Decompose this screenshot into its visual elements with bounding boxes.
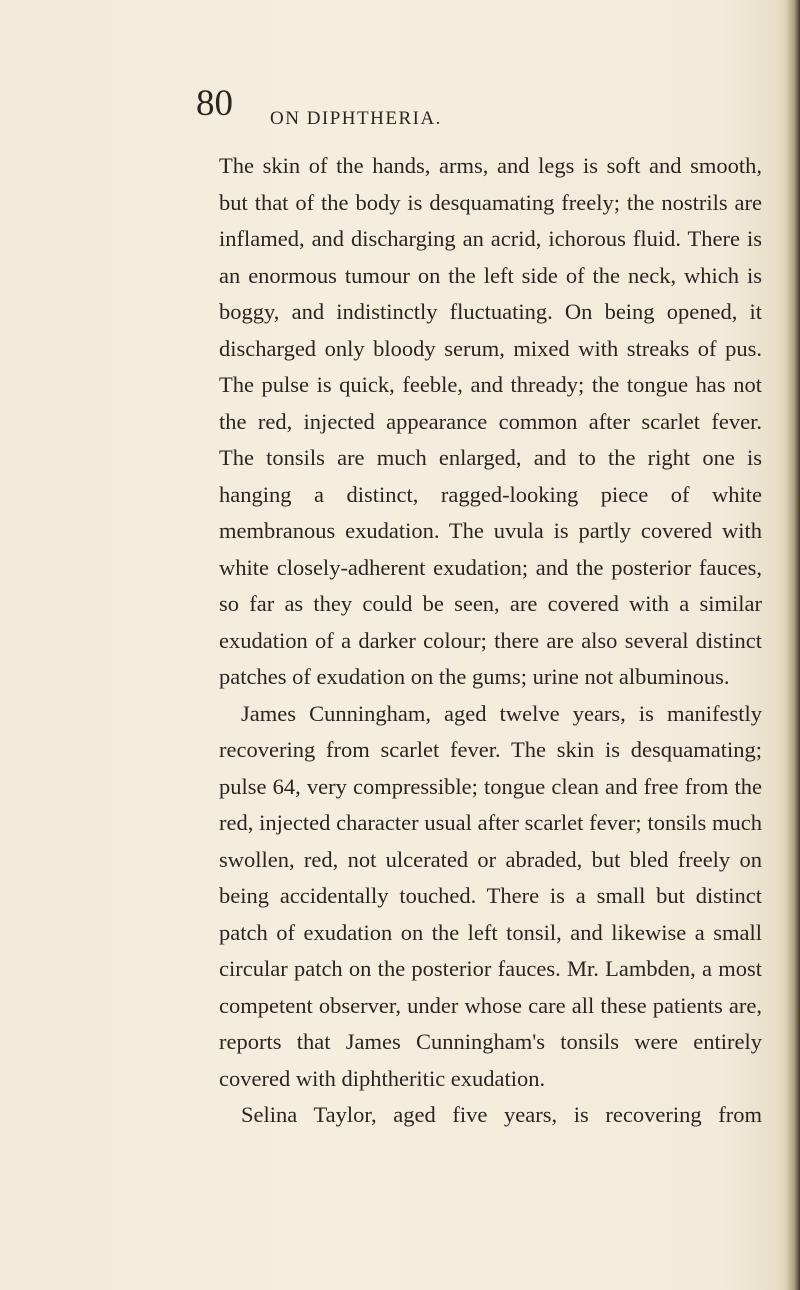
page-header (0, 82, 800, 142)
paragraph-selina-taylor: Selina Taylor, aged five years, is recovering from (241, 1102, 762, 1127)
page-edge-shadow (786, 0, 800, 1290)
body-text (219, 148, 762, 1134)
running-head: ON DIPHTHERIA. (270, 108, 442, 129)
paragraph-skin-description: The skin of the hands, arms, and legs is soft and smooth, but that of the body is desquamating freely; the nostrils are inflamed, and discharging an acrid, ichorous fluid. There is an enormous tumour on the left side of the neck, which is boggy, and indistinctly fluctuating. On being opened, it discharged only bloody serum, mixed with streaks of pus. The pulse is quick, feeble, and thready; the tongue has not the red, injected appearance common after scarlet fever. The tonsils are much enlarged, and to the right one is hanging a distinct, ragged-looking piece of white membranous exudation. The uvula is partly covered with white closely-adherent exudation; and the posterior fauces, so far as they could be seen, are covered with a similar exudation of a darker colour; there are also several distinct patches of exudation on the gums; urine not albuminous. (219, 153, 762, 689)
page-number: 80 (196, 83, 233, 124)
paragraph-james-cunningham: James Cunningham, aged twelve years, is manifestly recovering from scarlet fever. The skin is desquamating; pulse 64, very compressible; tongue clean and free from the red, injected character usual after scarlet fever; tonsils much swollen, red, not ulcerated or abraded, but bled freely on being accidentally touched. There is a small but distinct patch of exudation on the left tonsil, and likewise a small circular patch on the posterior fauces. Mr. Lambden, a most competent observer, under whose care all these patients are, reports that James Cunningham's tonsils were entirely covered with diphtheritic exudation. (219, 700, 762, 1091)
